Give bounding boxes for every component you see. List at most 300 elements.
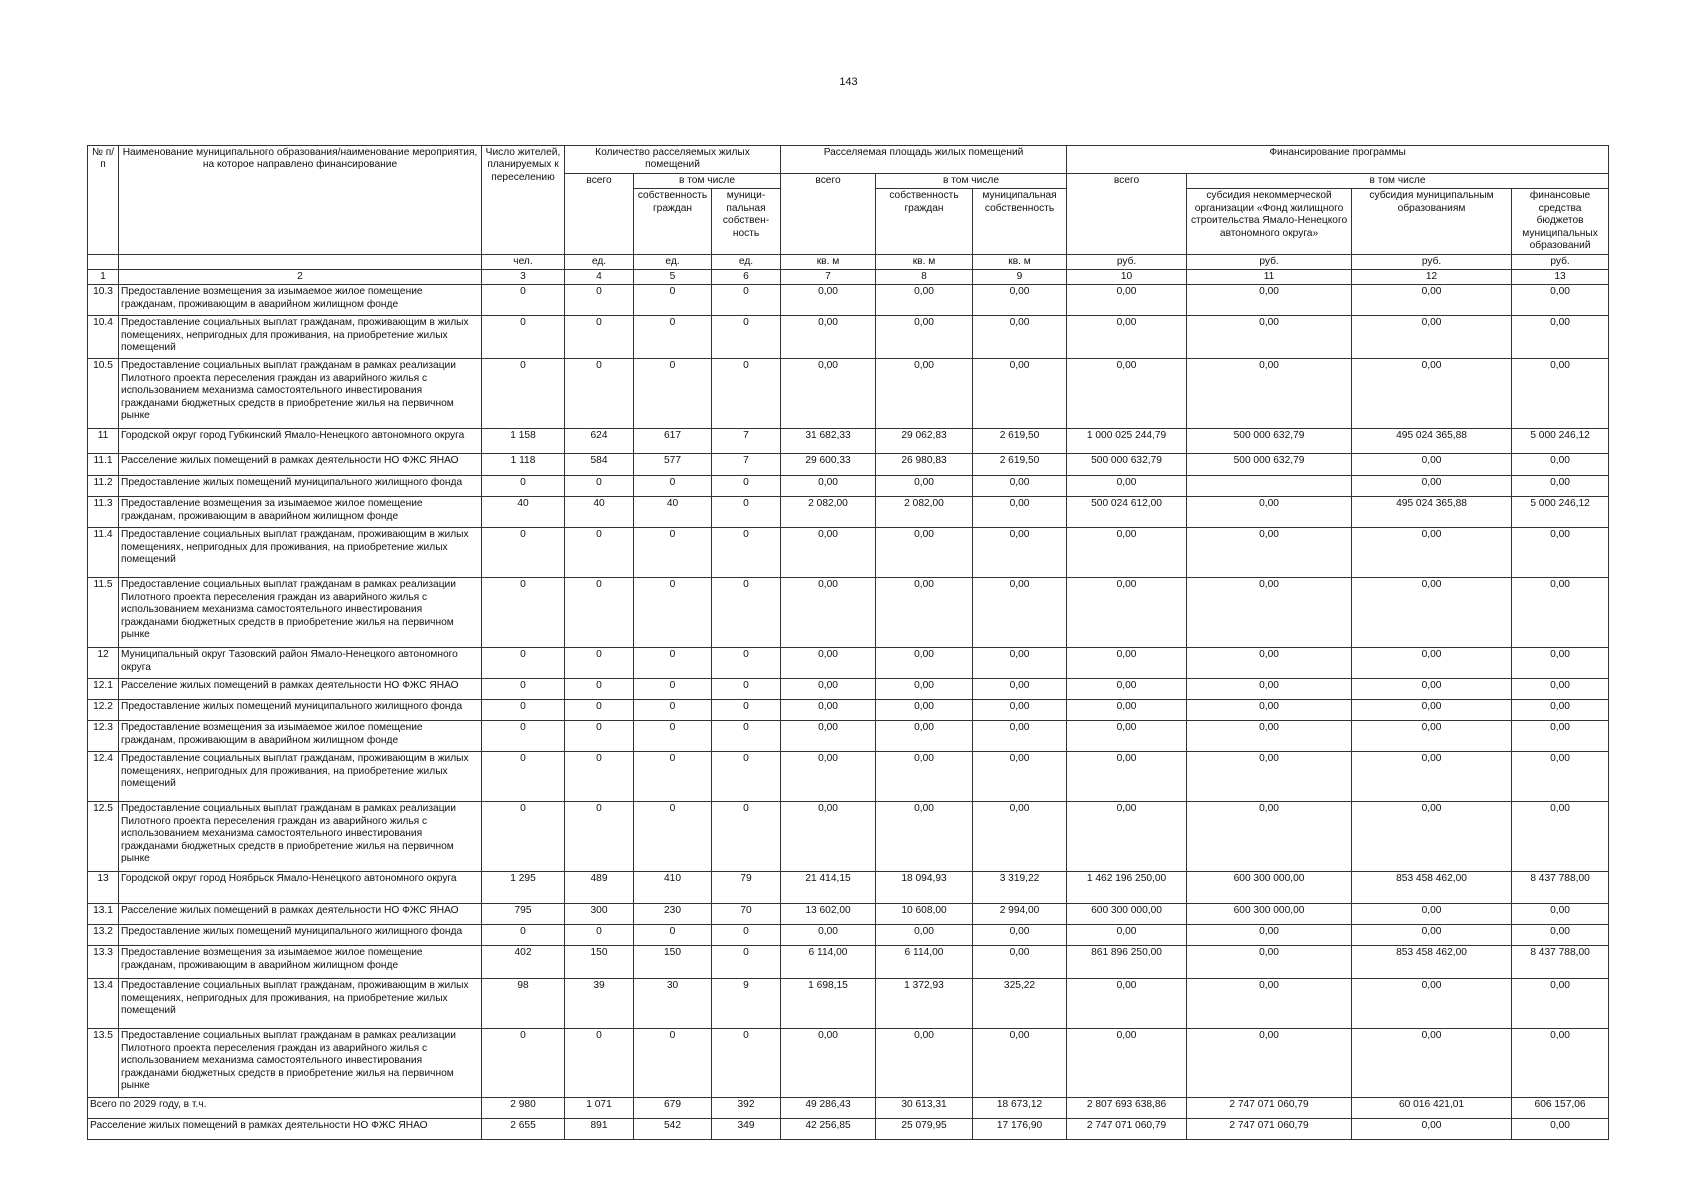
table-row: [88, 359, 1609, 429]
row-name: Предоставление социальных выплат гражданам, проживающим в жилых помещениях, непригодных для проживания, на приобретение жилых помещений: [119, 316, 482, 359]
row-value: 0,00: [781, 802, 876, 872]
row-value: 0,00: [1512, 904, 1609, 925]
row-value: 39: [565, 979, 634, 1029]
row-value: 0,00: [1187, 359, 1352, 429]
row-value: 0: [482, 802, 565, 872]
row-name: Предоставление жилых помещений муниципального жилищного фонда: [119, 476, 482, 497]
row-value: 5 000 246,12: [1512, 429, 1609, 454]
row-value: 0,00: [1187, 946, 1352, 979]
row-value: 0,00: [1187, 285, 1352, 316]
row-value: 0,00: [1187, 578, 1352, 648]
row-value: 0,00: [973, 578, 1067, 648]
col-number: 7: [781, 269, 876, 284]
table-row: [88, 497, 1609, 528]
row-value: 300: [565, 904, 634, 925]
row-name: Городской округ город Ноябрьск Ямало-Ненецкого автономного округа: [119, 872, 482, 904]
row-value: 7: [712, 454, 781, 476]
row-number: 11: [88, 429, 119, 454]
row-value: 600 300 000,00: [1187, 904, 1352, 925]
row-value: 0,00: [1512, 721, 1609, 752]
row-value: 500 000 632,79: [1187, 454, 1352, 476]
row-number: 13.1: [88, 904, 119, 925]
header-count-group: Количество расселяемых жилых помещений: [565, 146, 781, 174]
page-number: 143: [839, 76, 858, 88]
total-row: [88, 1119, 1609, 1140]
row-value: 0,00: [1512, 578, 1609, 648]
row-value: 0,00: [1352, 316, 1512, 359]
total-label: Расселение жилых помещений в рамках деятельности НО ФЖС ЯНАО: [88, 1119, 482, 1140]
row-number: 11.3: [88, 497, 119, 528]
column-numbers-row: [88, 269, 1609, 284]
table-row: [88, 752, 1609, 802]
row-number: 10.4: [88, 316, 119, 359]
row-value: 0,00: [1067, 979, 1187, 1029]
row-value: 0,00: [1352, 476, 1512, 497]
table-row: [88, 925, 1609, 946]
header-name: Наименование муниципального образования/наименование мероприятия, на которое направлено финансирование: [119, 146, 482, 255]
row-value: 0: [482, 316, 565, 359]
row-value: 0: [482, 476, 565, 497]
row-value: 0: [712, 925, 781, 946]
row-name: Предоставление жилых помещений муниципального жилищного фонда: [119, 925, 482, 946]
row-value: 0: [565, 359, 634, 429]
row-value: 0,00: [1067, 802, 1187, 872]
row-value: 0: [565, 528, 634, 578]
row-value: 0,00: [1067, 578, 1187, 648]
row-value: 0,00: [876, 476, 973, 497]
row-value: 6 114,00: [781, 946, 876, 979]
col-number: 2: [119, 269, 482, 284]
row-number: 13: [88, 872, 119, 904]
header-municipal-subsidy: субсидия муниципальным образованиям: [1352, 189, 1512, 254]
row-value: 2 619,50: [973, 454, 1067, 476]
row-value: 0,00: [1352, 979, 1512, 1029]
row-value: 0,00: [1067, 476, 1187, 497]
row-value: 0: [634, 528, 712, 578]
row-value: 0,00: [876, 752, 973, 802]
row-value: 0,00: [973, 946, 1067, 979]
row-value: 853 458 462,00: [1352, 872, 1512, 904]
row-value: 70: [712, 904, 781, 925]
row-value: 0,00: [1512, 679, 1609, 700]
row-value: 0: [634, 1029, 712, 1098]
header-area-incl: в том числе: [876, 173, 1067, 188]
row-value: 0,00: [1067, 359, 1187, 429]
row-name: Предоставление возмещения за изымаемое жилое помещение гражданам, проживающим в аварийном жилищном фонде: [119, 497, 482, 528]
row-value: 0: [482, 359, 565, 429]
row-value: 0: [482, 752, 565, 802]
table-row: [88, 1029, 1609, 1098]
row-value: 3 319,22: [973, 872, 1067, 904]
row-value: 40: [565, 497, 634, 528]
unit-cell: руб.: [1187, 254, 1352, 269]
row-value: 0,00: [1067, 285, 1187, 316]
total-label: Всего по 2029 году, в т.ч.: [88, 1098, 482, 1119]
header-area-own: собственность граждан: [876, 189, 973, 254]
row-value: 0,00: [1187, 700, 1352, 721]
row-value: 0: [565, 648, 634, 679]
row-value: 0,00: [1512, 285, 1609, 316]
row-value: 0,00: [1352, 904, 1512, 925]
row-value: 500 000 632,79: [1067, 454, 1187, 476]
row-number: 11.1: [88, 454, 119, 476]
row-value: 0,00: [1352, 1029, 1512, 1098]
total-value: 679: [634, 1098, 712, 1119]
row-value: 0,00: [1067, 316, 1187, 359]
row-value: 0,00: [1512, 454, 1609, 476]
row-value: 31 682,33: [781, 429, 876, 454]
row-value: 0,00: [1187, 679, 1352, 700]
total-value: 18 673,12: [973, 1098, 1067, 1119]
row-name: Предоставление социальных выплат гражданам в рамках реализации Пилотного проекта переселения граждан из аварийного жилья с использованием механизма самостоятельного инвестирования гражданами бюджетных средств в приобретение жилья на первичном рынке: [119, 802, 482, 872]
row-value: 79: [712, 872, 781, 904]
row-value: 0: [712, 476, 781, 497]
row-value: 0: [634, 648, 712, 679]
row-value: 1 462 196 250,00: [1067, 872, 1187, 904]
row-value: 29 062,83: [876, 429, 973, 454]
row-value: 0: [712, 497, 781, 528]
row-value: 0,00: [1187, 528, 1352, 578]
header-count-own: собственность граждан: [634, 189, 712, 254]
unit-cell: ед.: [634, 254, 712, 269]
row-name: Муниципальный округ Тазовский район Ямало-Ненецкого автономного округа: [119, 648, 482, 679]
row-value: 0: [634, 752, 712, 802]
table-row: [88, 316, 1609, 359]
unit-cell: ед.: [565, 254, 634, 269]
total-value: 49 286,43: [781, 1098, 876, 1119]
row-value: 0,00: [876, 578, 973, 648]
row-value: 0,00: [1512, 752, 1609, 802]
row-value: 0: [482, 578, 565, 648]
row-value: 0: [712, 648, 781, 679]
total-value: 1 071: [565, 1098, 634, 1119]
row-value: 0,00: [1187, 802, 1352, 872]
row-name: Предоставление социальных выплат гражданам, проживающим в жилых помещениях, непригодных для проживания, на приобретение жилых помещений: [119, 979, 482, 1029]
row-value: 0,00: [781, 700, 876, 721]
row-value: 0,00: [1067, 1029, 1187, 1098]
row-value: 21 414,15: [781, 872, 876, 904]
header-area-total: всего: [781, 173, 876, 254]
row-value: 584: [565, 454, 634, 476]
row-name: Городской округ город Губкинский Ямало-Ненецкого автономного округа: [119, 429, 482, 454]
row-value: 0,00: [1067, 679, 1187, 700]
col-number: 8: [876, 269, 973, 284]
row-value: 0: [634, 679, 712, 700]
row-value: 0: [565, 721, 634, 752]
row-value: 5 000 246,12: [1512, 497, 1609, 528]
total-value: 0,00: [1512, 1119, 1609, 1140]
header-finance-incl: в том числе: [1187, 173, 1609, 188]
row-value: 0: [712, 1029, 781, 1098]
row-value: 0,00: [781, 578, 876, 648]
total-value: 2 747 071 060,79: [1067, 1119, 1187, 1140]
row-value: 861 896 250,00: [1067, 946, 1187, 979]
col-number: 6: [712, 269, 781, 284]
row-value: 0,00: [1352, 454, 1512, 476]
row-value: 0,00: [1352, 721, 1512, 752]
row-value: 500 024 612,00: [1067, 497, 1187, 528]
header-count-total: всего: [565, 173, 634, 254]
row-value: 0,00: [1512, 476, 1609, 497]
row-value: 0: [634, 925, 712, 946]
row-name: Расселение жилых помещений в рамках деятельности НО ФЖС ЯНАО: [119, 679, 482, 700]
unit-cell: руб.: [1067, 254, 1187, 269]
row-name: Расселение жилых помещений в рамках деятельности НО ФЖС ЯНАО: [119, 904, 482, 925]
row-number: 12.5: [88, 802, 119, 872]
unit-cell: ед.: [712, 254, 781, 269]
row-value: 0,00: [1067, 752, 1187, 802]
row-number: 10.3: [88, 285, 119, 316]
row-value: 0,00: [1512, 316, 1609, 359]
row-value: 577: [634, 454, 712, 476]
row-value: 0: [482, 1029, 565, 1098]
col-number: 11: [1187, 269, 1352, 284]
row-value: 0,00: [1352, 578, 1512, 648]
table-row: [88, 700, 1609, 721]
row-value: 0,00: [781, 359, 876, 429]
row-name: Предоставление социальных выплат гражданам в рамках реализации Пилотного проекта переселения граждан из аварийного жилья с использованием механизма самостоятельного инвестирования гражданами бюджетных средств в приобретение жилья на первичном рынке: [119, 359, 482, 429]
row-value: 0: [482, 700, 565, 721]
row-value: 0,00: [1512, 925, 1609, 946]
row-number: 11.5: [88, 578, 119, 648]
row-value: 0: [712, 679, 781, 700]
row-value: 0,00: [973, 752, 1067, 802]
row-value: 0,00: [781, 528, 876, 578]
total-row: [88, 1098, 1609, 1119]
total-value: 60 016 421,01: [1352, 1098, 1512, 1119]
unit-cell: кв. м: [781, 254, 876, 269]
total-value: 606 157,06: [1512, 1098, 1609, 1119]
row-value: 0: [634, 721, 712, 752]
row-value: 0,00: [781, 1029, 876, 1098]
row-value: 150: [634, 946, 712, 979]
col-number: 12: [1352, 269, 1512, 284]
row-value: 0,00: [781, 648, 876, 679]
row-value: 0,00: [973, 925, 1067, 946]
col-number: 4: [565, 269, 634, 284]
header-count-municipal: муници-пальная собствен-ность: [712, 189, 781, 254]
col-number: 5: [634, 269, 712, 284]
row-value: 0: [565, 1029, 634, 1098]
row-value: 0: [712, 316, 781, 359]
row-value: 0,00: [781, 316, 876, 359]
row-value: 0,00: [876, 285, 973, 316]
row-value: 1 295: [482, 872, 565, 904]
row-value: 40: [634, 497, 712, 528]
row-number: 13.2: [88, 925, 119, 946]
total-value: 2 980: [482, 1098, 565, 1119]
row-value: 7: [712, 429, 781, 454]
row-value: 98: [482, 979, 565, 1029]
total-value: 42 256,85: [781, 1119, 876, 1140]
row-value: 0,00: [1187, 925, 1352, 946]
row-number: 12.3: [88, 721, 119, 752]
row-value: 0: [712, 285, 781, 316]
row-value: [1187, 476, 1352, 497]
total-value: 891: [565, 1119, 634, 1140]
row-value: 0,00: [1187, 721, 1352, 752]
row-name: Расселение жилых помещений в рамках деятельности НО ФЖС ЯНАО: [119, 454, 482, 476]
row-number: 11.2: [88, 476, 119, 497]
header-fund-subsidy: субсидия некоммерческой организации «Фонд жилищного строительства Ямало-Ненецкого автономного округа»: [1187, 189, 1352, 254]
row-value: 0,00: [876, 528, 973, 578]
table-row: [88, 476, 1609, 497]
row-value: 402: [482, 946, 565, 979]
row-name: Предоставление возмещения за изымаемое жилое помещение гражданам, проживающим в аварийном жилищном фонде: [119, 285, 482, 316]
row-value: 0,00: [1352, 528, 1512, 578]
row-value: 0,00: [1352, 285, 1512, 316]
header-count-incl: в том числе: [634, 173, 781, 188]
row-value: 0,00: [1187, 648, 1352, 679]
row-value: 10 608,00: [876, 904, 973, 925]
row-value: 0,00: [781, 721, 876, 752]
row-value: 150: [565, 946, 634, 979]
table-row: [88, 454, 1609, 476]
table-body: [88, 285, 1609, 1140]
row-value: 0: [482, 528, 565, 578]
header-area-municipal: муниципальная собственность: [973, 189, 1067, 254]
total-value: 0,00: [1352, 1119, 1512, 1140]
row-value: 6 114,00: [876, 946, 973, 979]
row-value: 2 082,00: [876, 497, 973, 528]
table-row: [88, 648, 1609, 679]
table-row: [88, 802, 1609, 872]
row-value: 600 300 000,00: [1187, 872, 1352, 904]
row-value: 0,00: [781, 752, 876, 802]
row-value: 0,00: [973, 497, 1067, 528]
row-value: 0,00: [1352, 679, 1512, 700]
row-value: 0,00: [1352, 359, 1512, 429]
row-number: 12: [88, 648, 119, 679]
row-value: 0,00: [876, 1029, 973, 1098]
row-value: 0,00: [1352, 752, 1512, 802]
row-name: Предоставление возмещения за изымаемое жилое помещение гражданам, проживающим в аварийном жилищном фонде: [119, 721, 482, 752]
row-value: 617: [634, 429, 712, 454]
row-value: 795: [482, 904, 565, 925]
table-row: [88, 528, 1609, 578]
row-value: 2 994,00: [973, 904, 1067, 925]
table-row: [88, 578, 1609, 648]
row-value: 0: [482, 285, 565, 316]
row-value: 0,00: [876, 925, 973, 946]
row-value: 0,00: [1512, 648, 1609, 679]
header-area-group: Расселяемая площадь жилых помещений: [781, 146, 1067, 174]
row-value: 18 094,93: [876, 872, 973, 904]
row-value: 0,00: [876, 679, 973, 700]
header-budget-funds: финансовые средства бюджетов муниципальных образований: [1512, 189, 1609, 254]
unit-cell: кв. м: [973, 254, 1067, 269]
row-value: 0: [482, 648, 565, 679]
table-row: [88, 979, 1609, 1029]
row-value: 0,00: [1352, 925, 1512, 946]
table-row: [88, 872, 1609, 904]
row-value: 0,00: [1512, 359, 1609, 429]
row-number: 13.4: [88, 979, 119, 1029]
row-value: 0: [712, 359, 781, 429]
row-value: 0,00: [973, 359, 1067, 429]
table-row: [88, 285, 1609, 316]
row-value: 0: [634, 316, 712, 359]
row-number: 13.5: [88, 1029, 119, 1098]
row-value: 489: [565, 872, 634, 904]
row-value: 0: [712, 700, 781, 721]
total-value: 392: [712, 1098, 781, 1119]
table-row: [88, 904, 1609, 925]
row-value: 0,00: [876, 700, 973, 721]
row-value: 8 437 788,00: [1512, 872, 1609, 904]
row-value: 0,00: [876, 721, 973, 752]
col-number: 13: [1512, 269, 1609, 284]
header-num: № п/п: [88, 146, 119, 255]
row-value: 0,00: [1067, 700, 1187, 721]
row-value: 0,00: [973, 528, 1067, 578]
row-value: 0: [712, 752, 781, 802]
row-name: Предоставление социальных выплат гражданам, проживающим в жилых помещениях, непригодных для проживания, на приобретение жилых помещений: [119, 752, 482, 802]
col-number: 9: [973, 269, 1067, 284]
row-value: 0: [634, 700, 712, 721]
row-value: 0,00: [1512, 979, 1609, 1029]
row-value: 0: [565, 578, 634, 648]
row-value: 0,00: [973, 700, 1067, 721]
row-value: 0,00: [1352, 802, 1512, 872]
row-value: 0,00: [1187, 1029, 1352, 1098]
row-value: 8 437 788,00: [1512, 946, 1609, 979]
row-value: 0: [634, 285, 712, 316]
table-row: [88, 679, 1609, 700]
unit-cell: чел.: [482, 254, 565, 269]
row-value: 0,00: [973, 802, 1067, 872]
row-value: 0: [482, 925, 565, 946]
row-name: Предоставление социальных выплат гражданам в рамках реализации Пилотного проекта переселения граждан из аварийного жилья с использованием механизма самостоятельного инвестирования гражданами бюджетных средств в приобретение жилья на первичном рынке: [119, 1029, 482, 1098]
row-value: 1 698,15: [781, 979, 876, 1029]
row-value: 13 602,00: [781, 904, 876, 925]
row-value: 0,00: [1067, 925, 1187, 946]
row-number: 12.1: [88, 679, 119, 700]
row-value: 0,00: [1352, 648, 1512, 679]
total-value: 2 747 071 060,79: [1187, 1098, 1352, 1119]
total-value: 349: [712, 1119, 781, 1140]
table-row: [88, 429, 1609, 454]
row-value: 0: [565, 700, 634, 721]
total-value: 2 655: [482, 1119, 565, 1140]
row-value: 500 000 632,79: [1187, 429, 1352, 454]
total-value: 17 176,90: [973, 1119, 1067, 1140]
row-value: 325,22: [973, 979, 1067, 1029]
row-value: 0,00: [781, 679, 876, 700]
row-value: 0,00: [1352, 700, 1512, 721]
row-value: 2 619,50: [973, 429, 1067, 454]
row-number: 10.5: [88, 359, 119, 429]
row-number: 11.4: [88, 528, 119, 578]
row-value: 0: [712, 721, 781, 752]
row-value: 9: [712, 979, 781, 1029]
row-value: 0: [482, 721, 565, 752]
row-name: Предоставление возмещения за изымаемое жилое помещение гражданам, проживающим в аварийном жилищном фонде: [119, 946, 482, 979]
header-residents: Число жителей, планируемых к переселению: [482, 146, 565, 255]
row-value: 0,00: [973, 679, 1067, 700]
row-value: 600 300 000,00: [1067, 904, 1187, 925]
row-value: 0: [712, 802, 781, 872]
total-value: 25 079,95: [876, 1119, 973, 1140]
row-number: 12.2: [88, 700, 119, 721]
row-value: 624: [565, 429, 634, 454]
row-value: 0,00: [1187, 752, 1352, 802]
unit-cell: кв. м: [876, 254, 973, 269]
row-value: 1 158: [482, 429, 565, 454]
row-value: 0,00: [973, 648, 1067, 679]
row-value: 0: [712, 578, 781, 648]
col-number: 10: [1067, 269, 1187, 284]
